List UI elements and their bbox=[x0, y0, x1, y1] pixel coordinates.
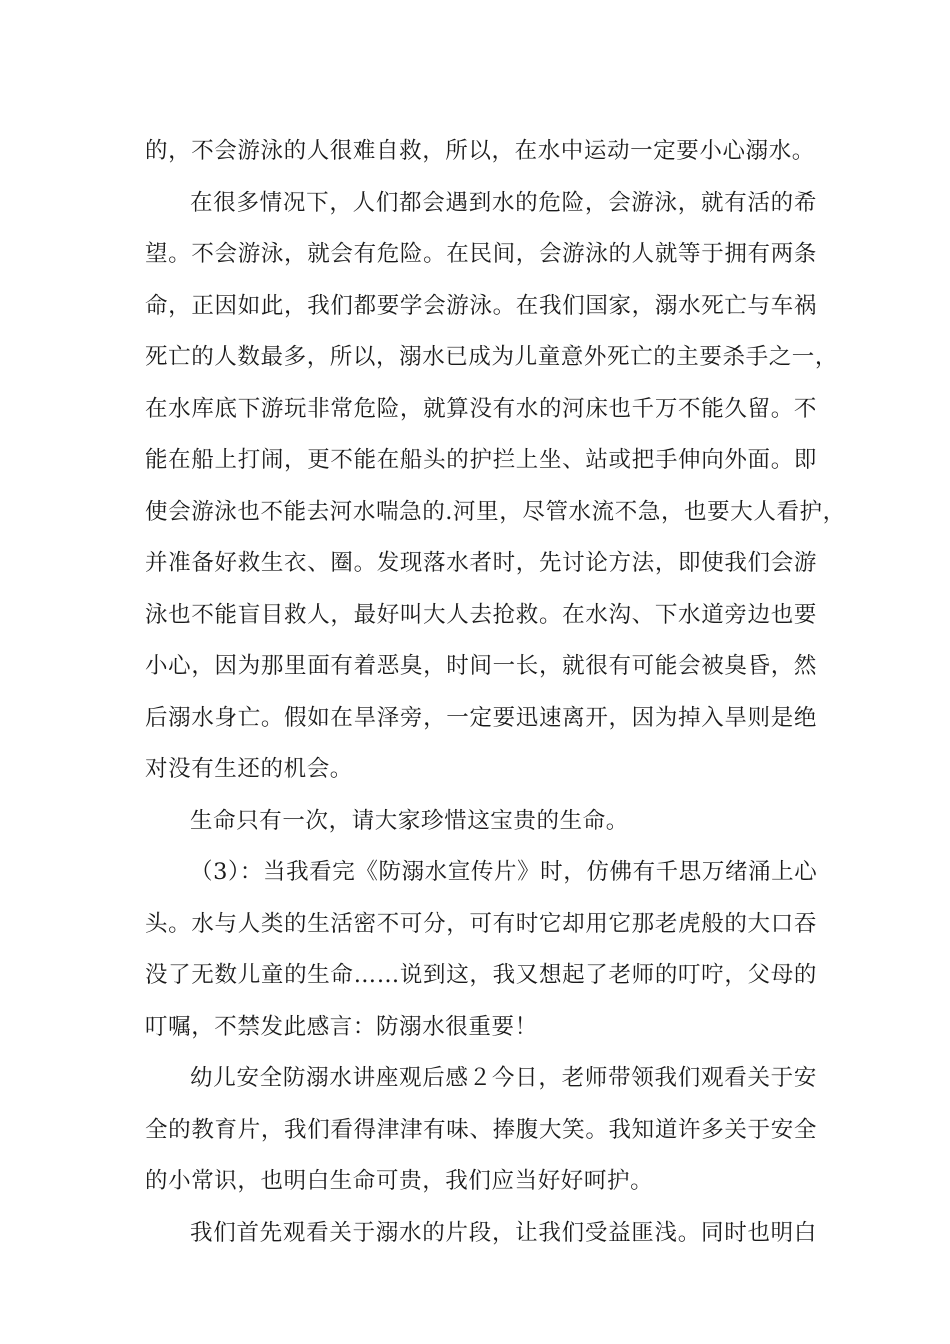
text-line: 的小常识，也明白生命可贵，我们应当好好呵护。 bbox=[145, 1168, 654, 1194]
text-line: 全的教育片，我们看得津津有味、捧腹大笑。我知道许多关于安全 bbox=[145, 1116, 817, 1143]
text-line: 在很多情况下，人们都会遇到水的危险，会游泳，就有活的希 bbox=[190, 189, 817, 216]
text-line: 死亡的人数最多，所以，溺水已成为儿童意外死亡的主要杀手之一， bbox=[145, 344, 839, 370]
text-line: 能在船上打闹，更不能在船头的护拦上坐、站或把手伸向外面。即 bbox=[145, 447, 817, 473]
text-line: 的，不会游泳的人很难自救，所以，在水中运动一定要小心溺水。 bbox=[145, 138, 815, 164]
text-line: 泳也不能盲目救人，最好叫大人去抢救。在水沟、下水道旁边也要 bbox=[145, 601, 817, 628]
text-line: 后溺水身亡。假如在旱泽旁，一定要迅速离开，因为掉入旱则是绝 bbox=[145, 704, 817, 731]
text-line: 使会游泳也不能去河水喘急的.河里，尽管水流不急，也要大人看护， bbox=[145, 498, 846, 525]
text-line: 对没有生还的机会。 bbox=[145, 756, 353, 782]
text-line: 望。不会游泳，就会有危险。在民间，会游泳的人就等于拥有两条 bbox=[145, 241, 817, 267]
text-line: 没了无数儿童的生命……说到这，我又想起了老师的叮咛，父母的 bbox=[145, 962, 817, 988]
text-line: 在水库底下游玩非常危险，就算没有水的河床也千万不能久留。不 bbox=[145, 395, 817, 422]
document-body bbox=[145, 126, 846, 1259]
text-line: 叮嘱，不禁发此感言：防溺水很重要！ bbox=[145, 1013, 538, 1040]
text-line: 命，正因如此，我们都要学会游泳。在我们国家，溺水死亡与车祸 bbox=[145, 292, 817, 319]
text-line: 生命只有一次，请大家珍惜这宝贵的生命。 bbox=[190, 807, 629, 834]
text-line: 并准备好救生衣、圈。发现落水者时，先讨论方法，即使我们会游 bbox=[145, 550, 817, 576]
text-line: 我们首先观看关于溺水的片段，让我们受益匪浅。同时也明白 bbox=[190, 1219, 817, 1246]
text-line: 幼儿安全防溺水讲座观后感２今日，老师带领我们观看关于安 bbox=[190, 1065, 817, 1091]
text-line: 小心，因为那里面有着恶臭，时间一长，就很有可能会被臭昏，然 bbox=[145, 653, 817, 679]
text-line: 头。水与人类的生活密不可分，可有时它却用它那老虎般的大口吞 bbox=[145, 910, 817, 937]
text-line: （3）：当我看完《防溺水宣传片》时，仿佛有千思万绪涌上心 bbox=[190, 859, 818, 885]
